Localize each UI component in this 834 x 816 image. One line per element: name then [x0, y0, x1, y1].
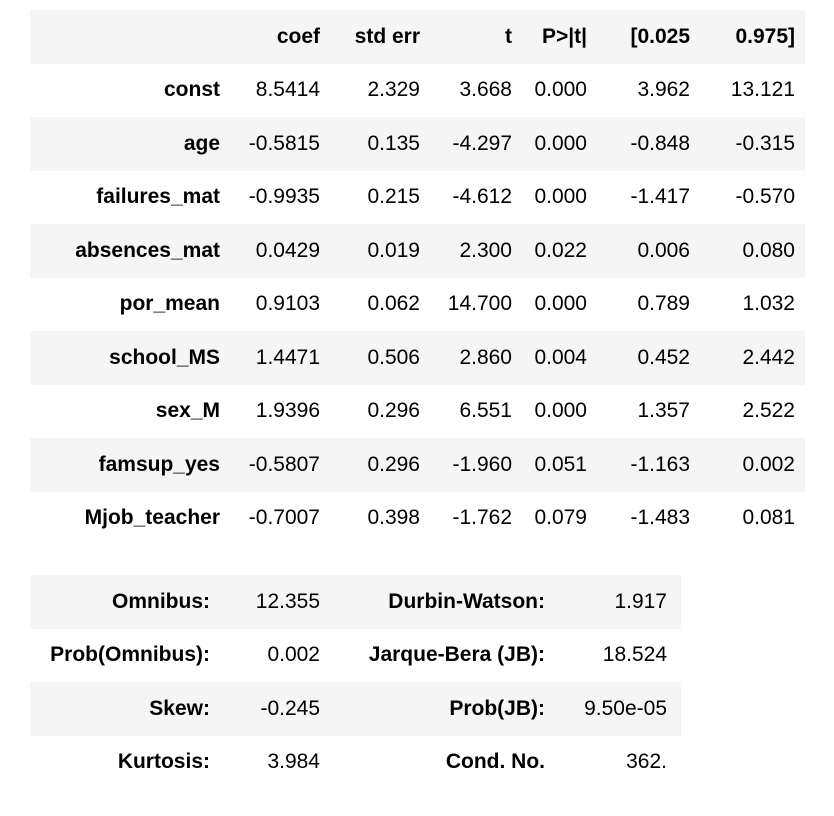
diagnostic-label-left: Kurtosis: — [117, 750, 210, 774]
cell-ci-lower: -0.848 — [630, 131, 690, 155]
cell-p-value: 0.004 — [534, 345, 587, 369]
diagnostics-table-body — [30, 575, 681, 789]
cell-ci-lower: 0.006 — [637, 238, 690, 262]
cell-p-value: 0.000 — [534, 78, 587, 102]
cell-std-err: 0.398 — [367, 506, 420, 530]
diagnostic-value-right: 18.524 — [602, 643, 667, 667]
cell-ci-upper: -0.315 — [735, 131, 795, 155]
cell-ci-lower: 0.789 — [637, 292, 690, 316]
cell-std-err: 0.019 — [367, 238, 420, 262]
cell-p-value: 0.000 — [534, 131, 587, 155]
cell-std-err: 0.296 — [367, 399, 420, 423]
coefficients-table — [30, 10, 805, 545]
diagnostic-value-right: 1.917 — [614, 589, 667, 613]
diagnostic-value-right: 9.50e-05 — [584, 696, 667, 720]
diagnostic-value-left: 0.002 — [267, 643, 320, 667]
cell-p-value: 0.000 — [534, 185, 587, 209]
cell-p-value: 0.000 — [534, 399, 587, 423]
corner-header-cell — [30, 10, 230, 64]
diagnostic-label-left: Omnibus: — [112, 589, 210, 613]
cell-t-statistic: 3.668 — [459, 78, 512, 102]
table-row — [30, 171, 805, 225]
cell-ci-lower: 1.357 — [637, 399, 690, 423]
table-row — [30, 64, 805, 118]
cell-std-err: 0.135 — [367, 131, 420, 155]
table-row — [30, 492, 805, 546]
cell-coef: -0.5807 — [248, 452, 320, 476]
row-label: famsup_yes — [98, 452, 220, 476]
table-row — [30, 278, 805, 332]
column-header-t: t — [505, 24, 512, 48]
column-header-ci-lower: [0.025 — [630, 24, 690, 48]
cell-coef: -0.9935 — [248, 185, 320, 209]
diagnostic-value-left: 3.984 — [267, 750, 320, 774]
cell-ci-lower: 0.452 — [637, 345, 690, 369]
cell-coef: 0.9103 — [255, 292, 320, 316]
table-row — [30, 224, 805, 278]
table-row — [30, 682, 681, 736]
cell-coef: -0.7007 — [248, 506, 320, 530]
diagnostics-table — [30, 575, 681, 789]
table-row — [30, 629, 681, 683]
cell-ci-lower: -1.417 — [630, 185, 690, 209]
cell-ci-upper: -0.570 — [735, 185, 795, 209]
table-row — [30, 736, 681, 790]
cell-ci-upper: 2.522 — [742, 399, 795, 423]
cell-coef: 1.9396 — [255, 399, 320, 423]
cell-t-statistic: -1.960 — [452, 452, 512, 476]
row-label: absences_mat — [75, 238, 220, 262]
cell-ci-upper: 1.032 — [742, 292, 795, 316]
row-label: failures_mat — [96, 185, 220, 209]
diagnostic-label-right: Prob(JB): — [449, 696, 545, 720]
table-row — [30, 117, 805, 171]
cell-coef: 8.5414 — [255, 78, 320, 102]
cell-t-statistic: -4.612 — [452, 185, 512, 209]
coef-table-header-row — [30, 10, 805, 64]
cell-p-value: 0.000 — [534, 292, 587, 316]
cell-t-statistic: 2.300 — [459, 238, 512, 262]
row-label: age — [183, 131, 220, 155]
cell-std-err: 2.329 — [367, 78, 420, 102]
cell-ci-upper: 0.002 — [742, 452, 795, 476]
row-label: Mjob_teacher — [84, 506, 220, 530]
cell-t-statistic: 2.860 — [459, 345, 512, 369]
cell-p-value: 0.022 — [534, 238, 587, 262]
table-row — [30, 385, 805, 439]
cell-p-value: 0.079 — [534, 506, 587, 530]
cell-ci-upper: 13.121 — [730, 78, 795, 102]
cell-ci-lower: -1.483 — [630, 506, 690, 530]
diagnostic-value-right: 362. — [626, 750, 667, 774]
table-row — [30, 331, 805, 385]
table-row — [30, 438, 805, 492]
row-label: const — [163, 78, 220, 102]
cell-coef: 0.0429 — [255, 238, 320, 262]
column-header-ci-upper: 0.975] — [735, 24, 795, 48]
diagnostic-label-left: Prob(Omnibus): — [50, 643, 210, 667]
cell-ci-upper: 2.442 — [742, 345, 795, 369]
coef-table-body — [30, 64, 805, 546]
cell-t-statistic: -4.297 — [452, 131, 512, 155]
cell-std-err: 0.296 — [367, 452, 420, 476]
cell-t-statistic: 14.700 — [447, 292, 512, 316]
cell-coef: 1.4471 — [255, 345, 320, 369]
diagnostic-label-right: Cond. No. — [445, 750, 545, 774]
cell-t-statistic: 6.551 — [459, 399, 512, 423]
diagnostic-value-left: 12.355 — [255, 589, 320, 613]
row-label: school_MS — [109, 345, 220, 369]
column-header-coef: coef — [276, 24, 320, 48]
cell-ci-upper: 0.080 — [742, 238, 795, 262]
column-header-p-value: P>|t| — [541, 24, 587, 48]
cell-ci-lower: 3.962 — [637, 78, 690, 102]
diagnostic-value-left: -0.245 — [260, 696, 320, 720]
cell-std-err: 0.062 — [367, 292, 420, 316]
diagnostic-label-left: Skew: — [149, 696, 210, 720]
diagnostic-label-right: Durbin-Watson: — [388, 589, 545, 613]
cell-p-value: 0.051 — [534, 452, 587, 476]
cell-coef: -0.5815 — [248, 131, 320, 155]
cell-ci-upper: 0.081 — [742, 506, 795, 530]
row-label: por_mean — [119, 292, 220, 316]
cell-std-err: 0.215 — [367, 185, 420, 209]
row-label: sex_M — [155, 399, 220, 423]
cell-std-err: 0.506 — [367, 345, 420, 369]
cell-ci-lower: -1.163 — [630, 452, 690, 476]
column-header-std-err: std err — [354, 24, 420, 48]
diagnostic-label-right: Jarque-Bera (JB): — [368, 643, 545, 667]
table-row — [30, 575, 681, 629]
cell-t-statistic: -1.762 — [452, 506, 512, 530]
